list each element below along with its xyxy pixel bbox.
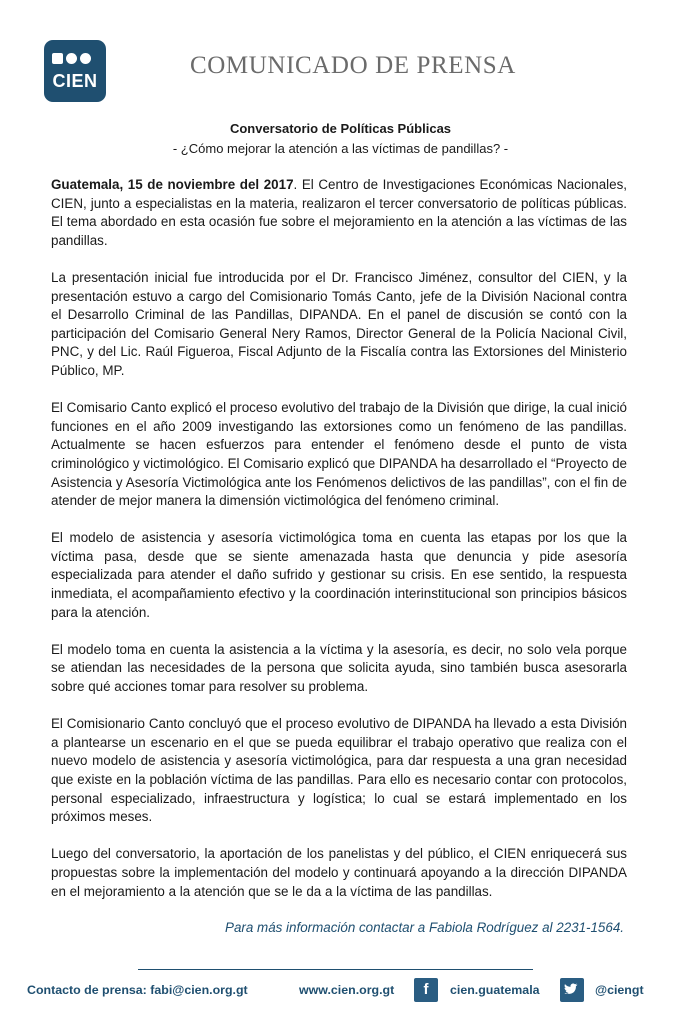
paragraph-3: El Comisario Canto explicó el proceso evolutivo del trabajo de la División que dirige, la cual inició funciones en el año 2009 investigando las extorsiones como un fenómeno de las pandillas. Actualmente se hacen esfuerzos para entender el fenómeno desde el punto de vista criminológico y victimológico. El Comisario explicó que DIPANDA ha desarrollado el “Proyecto de Asistencia y Asesoría Victimológica ante los Fenómenos delictivos de las pandillas”, con el fin de atender de mejor manera la dimensión victimológica del fenómeno criminal. [51,400,627,509]
twitter-handle[interactable]: @ciengt [595,983,644,997]
page-title: COMUNICADO DE PRENSA [190,52,516,79]
article-body [51,176,627,920]
header [0,0,681,110]
logo-text: CIEN [52,71,98,91]
facebook-icon[interactable]: f [414,978,438,1002]
press-contact-email[interactable]: Contacto de prensa: fabi@cien.org.gt [27,983,248,997]
event-title: Conversatorio de Políticas Públicas [229,121,452,136]
subject-heading [0,119,681,159]
facebook-link[interactable]: cien.guatemala [450,983,540,997]
paragraph-1 [51,176,627,250]
website-link[interactable]: www.cien.org.gt [299,983,395,997]
event-subtitle: - ¿Cómo mejorar la atención a las víctimas de pandillas? - [172,141,509,156]
paragraph-1-text: . El Centro de Investigaciones Económicas Nacionales, CIEN, junto a especialistas en la materia, realizaron el tercer conversatorio de políticas públicas. El tema abordado en esta ocasión fue sobre el mejoramiento en la atención a las víctimas de las pandillas. [51,177,627,248]
footer [0,978,681,1004]
more-info-line: Para más información contactar a Fabiola Rodríguez al 2231-1564. [225,920,624,935]
paragraph-6: El Comisionario Canto concluyó que el proceso evolutivo de DIPANDA ha llevado a esta División a plantearse un escenario en el que se pueda equilibrar el trabajo operativo que realiza con el nuevo modelo de asistencia y asesoría victimológica, para dar respuesta a una gran necesidad que existe en la población víctima de las pandillas. Para ello es necesario contar con protocolos, personal especializado, infraestructura y logística; lo cual se estará implementado en los próximos meses. [51,716,627,825]
dateline: Guatemala, 15 de noviembre del 2017 [51,177,294,192]
paragraph-4: El modelo de asistencia y asesoría victimológica toma en cuenta las etapas por los que la víctima pasa, desde que se siente amenazada hasta que denuncia y pide asesoría especializada para atender el daño sufrido y gestionar su crisis. En ese sentido, la respuesta inmediata, el acompañamiento efectivo y la coordinación interinstitucional son principios básicos para la atención. [51,530,627,620]
paragraph-7: Luego del conversatorio, la aportación de los panelistas y del público, el CIEN enriquecerá sus propuestas sobre la implementación del modelo y continuará apoyando a la dirección DIPANDA en el mejoramiento a la atención que se le da a la víctima de las pandillas. [51,846,627,899]
twitter-icon[interactable] [560,978,584,1002]
cien-logo [44,40,106,102]
paragraph-5: El modelo toma en cuenta la asistencia a la víctima y la asesoría, es decir, no solo vela porque se atiendan las necesidades de la persona que solicita ayuda, sino también busca asesorarla sobre qué acciones tomar para resolver su problema. [51,641,627,695]
paragraph-2: La presentación inicial fue introducida por el Dr. Francisco Jiménez, consultor del CIEN, y la presentación estuvo a cargo del Comisionario Tomás Canto, jefe de la División Nacional contra el Desarrollo Criminal de las Pandillas, DIPANDA. En el panel de discusión se contó con la participación del Comisario General Nery Ramos, Director General de la Policía Nacional Civil, PNC, y del Lic. Raúl Figueroa, Fiscal Adjunto de la Fiscalía contra las Extorsiones del Ministerio Público, MP. [51,269,627,378]
footer-divider [138,969,533,970]
